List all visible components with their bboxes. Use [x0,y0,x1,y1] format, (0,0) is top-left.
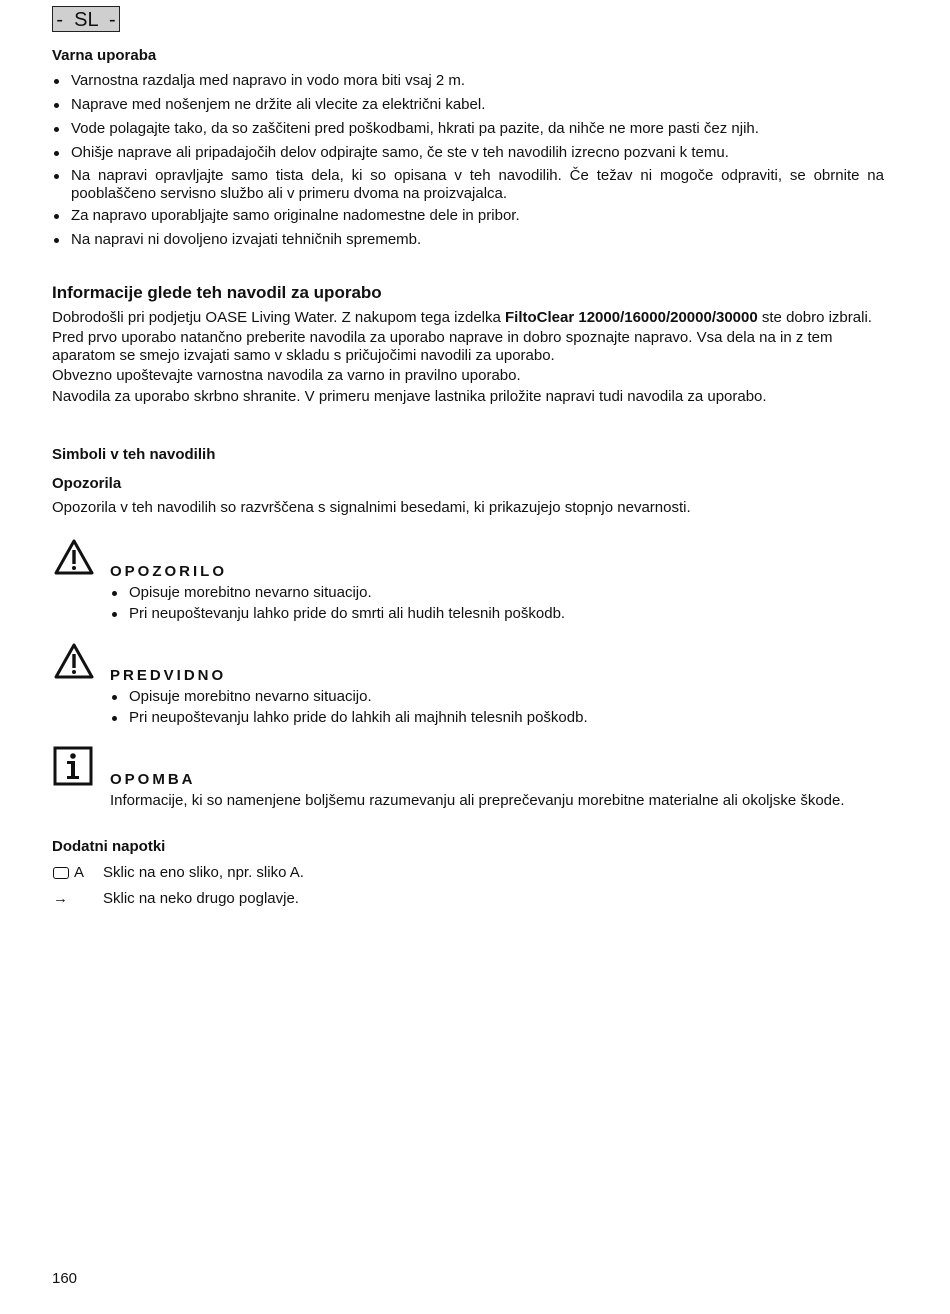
figure-ref-text: Sklic na eno sliko, npr. sliko A. [103,864,304,881]
chapter-ref-text: Sklic na neko drugo poglavje. [103,890,299,907]
caution-triangle-icon [53,642,95,680]
list-item: Ohišje naprave ali pripadajočih delov odpirajte samo, če ste v teh navodilih izrecno pozvani k temu. [52,144,884,162]
info-paragraph-3: Obvezno upoštevajte varnostna navodila za varno in pravilno uporabo. [52,367,521,384]
safety-list [52,72,884,249]
warning-triangle-icon [53,538,95,576]
symbols-title: Simboli v teh navodilih [52,446,216,463]
list-item: Opisuje morebitno nevarno situacijo. [110,584,890,602]
arrow-right-icon: → [53,890,68,907]
caution-signal-word: PREDVIDNO [110,667,227,684]
caution-list [110,688,890,727]
extra-title: Dodatni napotki [52,838,166,855]
info-text [52,309,880,406]
page-number: 160 [52,1270,78,1287]
info-title: Informacije glede teh navodil za uporabo [52,283,382,302]
list-item: Varnostna razdalja med napravo in vodo mora biti vsaj 2 m. [52,72,884,90]
list-item: Na napravi opravljajte samo tista dela, ki so opisana v teh navodilih. Če težav ni mogoče odpraviti, se obrnite na pooblaščeno servisno službo ali v primeru dvoma na proizvajalca. [52,167,884,203]
figure-reference [53,864,84,881]
list-item: Pri neupoštevanju lahko pride do smrti ali hudih telesnih poškodb. [110,605,890,623]
note-signal-word: OPOMBA [110,771,196,788]
warnings-title: Opozorila [52,475,122,492]
list-item: Vode polagajte tako, da so zaščiteni pred poškodbami, hkrati pa pazite, da nihče ne more pasti čez njih. [52,120,884,138]
list-item: Opisuje morebitno nevarno situacijo. [110,688,890,706]
info-icon [53,746,93,786]
product-name: FiltoClear 12000/16000/20000/30000 [505,309,758,326]
list-item: Na napravi ni dovoljeno izvajati tehničnih sprememb. [52,231,884,249]
warnings-intro: Opozorila v teh navodilih so razvrščena s signalnimi besedami, ki prikazujejo stopnjo nevarnosti. [52,499,691,516]
list-item: Naprave med nošenjem ne držite ali vlecite za električni kabel. [52,96,884,114]
info-paragraph-4: Navodila za uporabo skrbno shranite. V primeru menjave lastnika priložite napravi tudi navodila za uporabo. [52,388,767,405]
warning-signal-word: OPOZORILO [110,563,227,580]
warning-list [110,584,890,623]
note-text: Informacije, ki so namenjene boljšemu razumevanju ali preprečevanju morebitne materialne ali okoljske škode. [110,792,845,809]
safety-title: Varna uporaba [52,47,157,64]
figure-ref-symbol: A [74,864,85,881]
info-paragraph-1: Dobrodošli pri podjetju OASE Living Water. Z nakupom tega izdelka FiltoClear 12000/16000/20000/30000 ste dobro izbrali. [52,309,872,326]
list-item: Za napravo uporabljajte samo originalne nadomestne dele in pribor. [52,207,884,225]
list-item: Pri neupoštevanju lahko pride do lahkih ali majhnih telesnih poškodb. [110,709,890,727]
figure-frame-icon [53,867,69,879]
language-tag: - SL - [52,6,120,32]
info-paragraph-2: Pred prvo uporabo natančno preberite navodila za uporabo naprave in dobro spoznajte napravo. Vsa dela na in z tem aparatom se smejo izvajati samo v skladu s pričujočimi navodili za uporabo. [52,329,833,364]
